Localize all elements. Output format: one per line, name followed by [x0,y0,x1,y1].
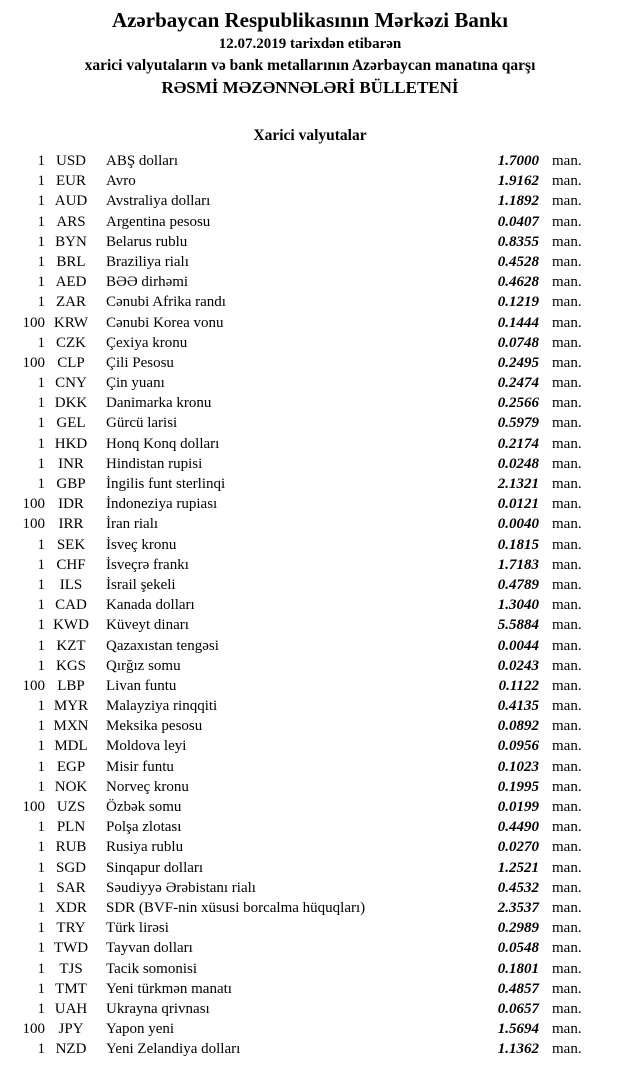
table-row [0,333,620,353]
currency-rate: 0.0657 [497,1000,539,1017]
currency-unit: man. [552,455,582,472]
table-row [0,959,620,979]
currency-quantity: 1 [37,213,45,230]
table-row [0,353,620,373]
currency-name: Avstraliya dolları [106,193,211,210]
currency-quantity: 1 [37,455,45,472]
table-row [0,615,620,635]
currency-code: CAD [55,597,87,614]
currency-unit: man. [552,415,582,432]
currency-name: Cənubi Korea vonu [106,314,224,331]
currency-quantity: 1 [37,980,45,997]
table-row [0,474,620,494]
currency-rate: 0.1815 [497,536,539,553]
currency-name: Braziliya rialı [106,253,189,270]
currency-quantity: 1 [37,173,45,190]
currency-name: İngilis funt sterlinqi [106,476,226,492]
currency-quantity: 100 [22,1021,45,1038]
table-row [0,292,620,312]
table-row [0,454,620,474]
currency-rate: 0.2566 [497,395,539,412]
currency-rate: 0.5979 [497,415,539,432]
currency-unit: man. [552,173,582,190]
currency-rate: 0.4528 [497,253,539,270]
currency-unit: man. [552,1041,582,1058]
table-row [0,797,620,817]
table-row [0,636,620,656]
currency-unit: man. [552,1021,582,1038]
currency-unit: man. [552,496,582,513]
currency-code: BRL [56,253,86,270]
currency-quantity: 1 [37,476,45,492]
currency-name: Moldova leyi [106,738,187,755]
currency-rate: 0.0121 [497,496,539,513]
currency-rate: 0.0407 [497,213,539,230]
currency-rate: 0.2495 [497,354,539,371]
currency-code: ARS [56,213,86,230]
currency-code: SAR [56,879,86,896]
currency-unit: man. [552,395,582,412]
table-row [0,272,620,292]
currency-code: CNY [55,375,87,392]
currency-unit: man. [552,274,582,291]
currency-rate: 1.7183 [497,556,539,573]
currency-name: Kanada dolları [106,597,195,614]
currency-unit: man. [552,213,582,230]
table-row [0,313,620,333]
currency-rate: 0.0199 [497,799,539,815]
currency-unit: man. [552,980,582,997]
currency-quantity: 1 [37,657,45,674]
currency-rate: 2.1321 [497,476,539,492]
currency-code: TRY [56,920,86,937]
currency-code: AUD [54,193,88,210]
currency-quantity: 1 [37,334,45,351]
currency-name: Belarus rublu [106,233,188,250]
currency-unit: man. [552,375,582,392]
currency-quantity: 1 [37,576,45,593]
currency-name: Yeni Zelandiya dolları [106,1041,241,1058]
currency-code: IDR [58,496,84,513]
currency-unit: man. [552,233,582,250]
currency-name: Sinqapur dolları [106,859,204,876]
currency-quantity: 1 [37,193,45,210]
currency-name: Cənubi Afrika randı [106,294,226,311]
table-row [0,555,620,575]
effective-date-line: 12.07.2019 tarixdən etibarən [218,36,402,52]
currency-unit: man. [552,799,582,815]
exchange-rates-table [0,151,620,1059]
currency-unit: man. [552,617,582,634]
currency-quantity: 1 [37,778,45,795]
currency-rate: 0.0044 [497,637,539,654]
currency-rate: 0.0748 [497,334,539,351]
currency-quantity: 100 [22,354,45,371]
currency-unit: man. [552,778,582,795]
table-row [0,535,620,555]
currency-code: ZAR [56,294,86,311]
currency-name: BƏƏ dirhəmi [106,274,189,291]
currency-code: KRW [53,314,89,331]
currency-rate: 0.4532 [497,879,539,896]
currency-code: EUR [56,173,86,190]
currency-unit: man. [552,536,582,553]
currency-quantity: 1 [37,556,45,573]
table-row [0,252,620,272]
currency-name: Səudiyyə Ərəbistanı rialı [106,879,256,896]
table-row [0,777,620,797]
currency-quantity: 1 [37,637,45,654]
currency-code: TWD [53,940,89,957]
table-row [0,736,620,756]
table-row [0,999,620,1019]
currency-rate: 5.5884 [497,617,539,634]
currency-code: EGP [56,758,86,775]
currency-quantity: 1 [37,899,45,916]
currency-unit: man. [552,576,582,593]
currency-quantity: 1 [37,435,45,452]
currency-code: SEK [56,536,86,553]
currency-quantity: 1 [37,960,45,977]
currency-code: CZK [56,334,86,351]
currency-code: MYR [53,698,89,715]
currency-rate: 0.0270 [497,839,539,856]
currency-quantity: 1 [37,698,45,715]
currency-unit: man. [552,193,582,210]
currency-quantity: 1 [37,597,45,614]
currency-rate: 0.1219 [497,294,539,311]
bulletin-subtitle: xarici valyutaların və bank metallarının Azərbaycan manatına qarşı [84,57,536,74]
table-row [0,191,620,211]
currency-name: Yapon yeni [106,1021,175,1038]
currency-unit: man. [552,516,582,533]
table-row [0,575,620,595]
table-row [0,514,620,534]
table-row [0,494,620,514]
currency-name: SDR (BVF-nin xüsusi borcalma hüquqları) [106,899,366,916]
currency-name: Gürcü larisi [106,415,178,432]
currency-name: Tayvan dolları [106,940,193,957]
currency-quantity: 100 [22,677,45,694]
table-row [0,413,620,433]
currency-quantity: 1 [37,253,45,270]
currency-unit: man. [552,637,582,654]
currency-name: Malayziya rinqqiti [106,698,218,715]
currency-quantity: 1 [37,758,45,775]
currency-rate: 0.2989 [497,920,539,937]
currency-name: Çin yuanı [106,375,165,392]
currency-name: Meksika pesosu [106,718,203,735]
currency-name: Tacik somonisi [106,960,198,977]
currency-quantity: 1 [37,274,45,291]
currency-rate: 1.9162 [497,173,539,190]
table-row [0,595,620,615]
currency-rate: 0.0248 [497,455,539,472]
currency-code: JPY [58,1021,84,1038]
table-row [0,837,620,857]
currency-name: İran rialı [106,516,159,533]
currency-code: KWD [53,617,89,634]
currency-name: Avro [106,173,136,190]
currency-code: GEL [56,415,86,432]
currency-name: Çexiya kronu [106,334,188,351]
currency-rate: 0.4789 [497,576,539,593]
bulletin-title: RƏSMİ MƏZƏNNƏLƏRİ BÜLLETENİ [161,78,459,97]
currency-unit: man. [552,920,582,937]
currency-name: Qırğız somu [106,657,181,674]
currency-code: KGS [55,657,86,674]
table-row [0,676,620,696]
currency-code: AED [55,274,87,291]
currency-rate: 1.2521 [497,859,539,876]
currency-unit: man. [552,698,582,715]
currency-rate: 0.2174 [497,435,539,452]
currency-rate: 2.3537 [497,899,539,916]
currency-name: Polşa zlotası [106,819,182,836]
currency-name: Honq Konq dolları [106,435,220,452]
currency-rate: 1.1362 [497,1041,539,1058]
currency-unit: man. [552,718,582,735]
currency-code: KZT [56,637,86,654]
currency-code: DKK [54,395,88,412]
currency-name: Yeni türkmən manatı [106,980,232,997]
currency-code: HKD [54,435,88,452]
table-row [0,858,620,878]
currency-rate: 1.3040 [497,597,539,614]
currency-unit: man. [552,879,582,896]
currency-name: Misir funtu [106,758,174,775]
currency-name: Hindistan rupisi [106,455,203,472]
currency-code: NOK [54,778,88,795]
currency-code: USD [55,153,86,169]
currency-quantity: 1 [37,617,45,634]
currency-unit: man. [552,153,582,169]
currency-rate: 0.1801 [497,960,539,977]
currency-name: İsrail şekeli [106,576,176,593]
currency-rate: 0.1023 [497,758,539,775]
currency-code: MDL [54,738,88,755]
currency-code: INR [58,455,84,472]
currency-quantity: 1 [37,294,45,311]
currency-rate: 0.0040 [497,516,539,533]
currency-unit: man. [552,253,582,270]
table-row [0,1039,620,1059]
bank-name-title: Azərbaycan Respublikasının Mərkəzi Bankı [111,8,509,32]
currency-rate: 0.4135 [497,698,539,715]
table-row [0,393,620,413]
currency-rate: 0.2474 [497,375,539,392]
currency-quantity: 1 [37,819,45,836]
currency-code: CLP [57,354,85,371]
currency-quantity: 1 [37,395,45,412]
currency-rate: 0.1995 [497,778,539,795]
currency-rate: 0.8355 [497,233,539,250]
table-row [0,696,620,716]
currency-rate: 0.4857 [497,980,539,997]
currency-name: Qazaxıstan tengəsi [106,637,219,654]
section-title-foreign-currencies: Xarici valyutalar [253,127,367,144]
currency-code: CHF [56,556,86,573]
currency-quantity: 1 [37,153,45,169]
currency-code: LBP [57,677,85,694]
currency-unit: man. [552,738,582,755]
currency-quantity: 1 [37,879,45,896]
currency-code: SGD [55,859,86,876]
table-row [0,232,620,252]
currency-name: Çili Pesosu [106,354,174,371]
currency-unit: man. [552,334,582,351]
currency-quantity: 1 [37,536,45,553]
currency-unit: man. [552,294,582,311]
table-row [0,938,620,958]
currency-name: Türk lirəsi [106,920,169,937]
table-row [0,212,620,232]
currency-unit: man. [552,960,582,977]
table-row [0,151,620,171]
currency-quantity: 1 [37,920,45,937]
currency-name: Argentina pesosu [106,213,211,230]
currency-quantity: 1 [37,415,45,432]
currency-unit: man. [552,758,582,775]
currency-code: BYN [55,233,87,250]
currency-rate: 1.7000 [497,153,539,169]
currency-rate: 0.0956 [497,738,539,755]
currency-code: GBP [56,476,86,492]
currency-quantity: 1 [37,718,45,735]
currency-quantity: 100 [22,799,45,815]
currency-code: RUB [55,839,87,856]
table-row [0,716,620,736]
currency-code: UAH [54,1000,88,1017]
currency-quantity: 100 [22,496,45,513]
currency-unit: man. [552,435,582,452]
currency-code: UZS [56,799,86,815]
currency-name: ABŞ dolları [106,153,179,169]
currency-quantity: 1 [37,1041,45,1058]
currency-unit: man. [552,839,582,856]
currency-quantity: 1 [37,940,45,957]
table-row [0,434,620,454]
currency-quantity: 1 [37,738,45,755]
currency-name: Danimarka kronu [106,395,212,412]
currency-quantity: 1 [37,375,45,392]
currency-name: Livan funtu [106,677,177,694]
currency-name: İsveç kronu [106,536,177,553]
currency-rate: 0.4490 [497,819,539,836]
currency-code: TJS [59,960,83,977]
currency-name: Ukrayna qrivnası [106,1000,210,1017]
currency-quantity: 100 [22,516,45,533]
currency-quantity: 100 [22,314,45,331]
currency-rate: 0.1122 [498,677,539,694]
bulletin-header [0,7,620,99]
currency-name: İsveçrə frankı [106,556,189,573]
currency-name: Özbək somu [106,799,182,815]
table-row [0,757,620,777]
table-row [0,171,620,191]
currency-unit: man. [552,556,582,573]
table-row [0,878,620,898]
currency-rate: 0.0243 [497,657,539,674]
table-row [0,817,620,837]
currency-name: Küveyt dinarı [106,617,189,634]
currency-rate: 0.4628 [497,274,539,291]
currency-code: IRR [58,516,84,533]
currency-code: PLN [56,819,86,836]
table-row [0,918,620,938]
currency-quantity: 1 [37,859,45,876]
currency-unit: man. [552,597,582,614]
currency-unit: man. [552,1000,582,1017]
currency-unit: man. [552,859,582,876]
table-row [0,898,620,918]
currency-unit: man. [552,819,582,836]
table-row [0,979,620,999]
table-row [0,656,620,676]
currency-code: XDR [55,899,87,916]
currency-unit: man. [552,677,582,694]
currency-unit: man. [552,354,582,371]
currency-code: NZD [55,1041,87,1058]
currency-unit: man. [552,899,582,916]
currency-unit: man. [552,314,582,331]
currency-code: TMT [55,980,87,997]
currency-rate: 0.0892 [497,718,539,735]
currency-rate: 1.1892 [497,193,539,210]
currency-quantity: 1 [37,233,45,250]
currency-rate: 1.5694 [497,1021,539,1038]
currency-rate: 0.1444 [497,314,539,331]
currency-quantity: 1 [37,1000,45,1017]
currency-code: MXN [53,718,89,735]
currency-unit: man. [552,476,582,492]
table-row [0,1019,620,1039]
currency-rate: 0.0548 [497,940,539,957]
table-row [0,373,620,393]
currency-unit: man. [552,657,582,674]
currency-name: Norveç kronu [106,778,189,795]
currency-quantity: 1 [37,839,45,856]
currency-unit: man. [552,940,582,957]
currency-name: İndoneziya rupiası [106,496,218,513]
currency-code: ILS [59,576,83,593]
currency-name: Rusiya rublu [106,839,184,856]
